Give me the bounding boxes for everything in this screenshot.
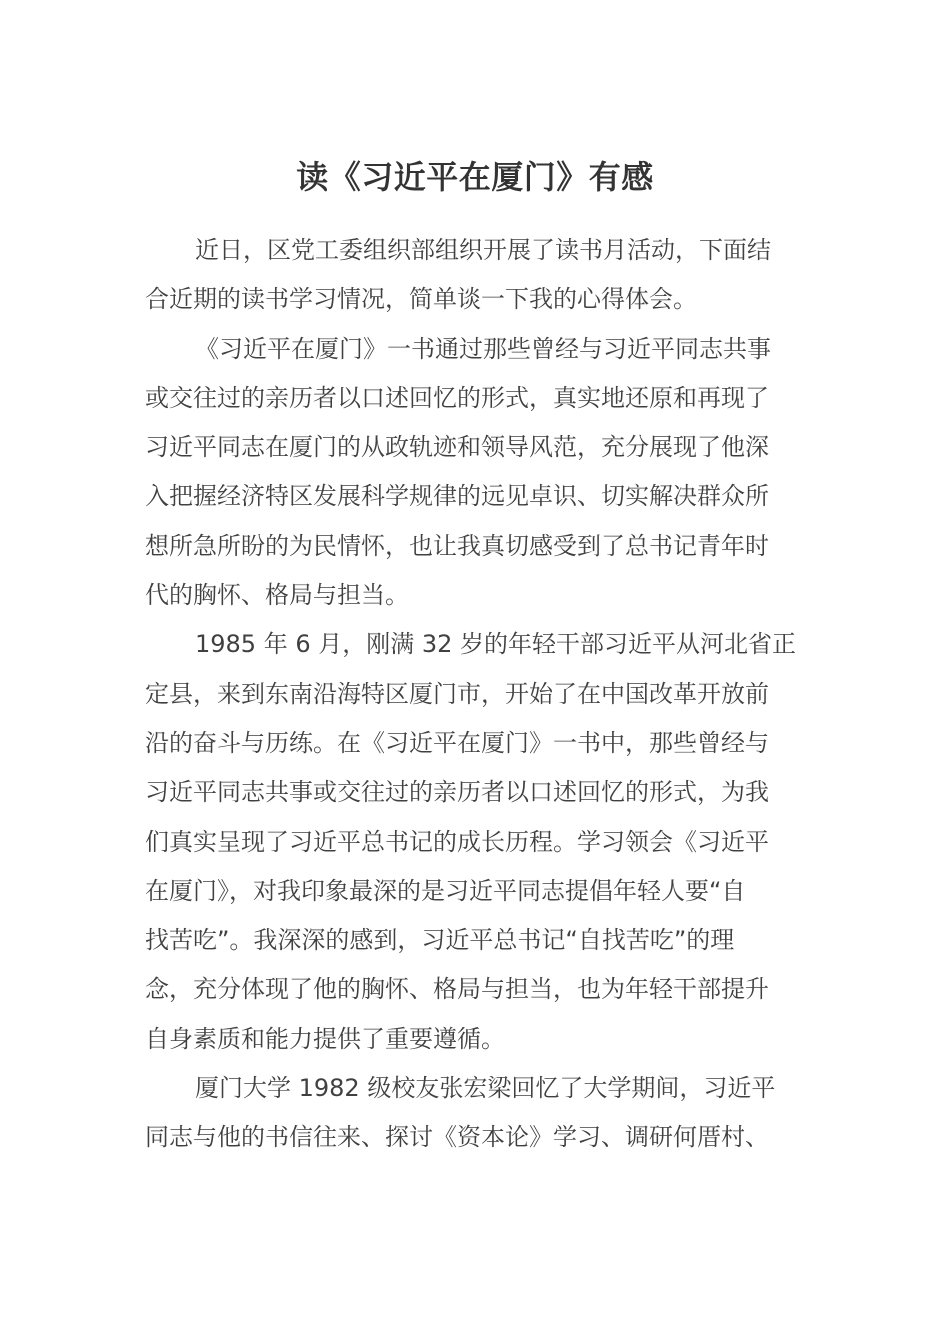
paragraph-3-line-3: 沿的奋斗与历练。在《习近平在厦门》一书中，那些曾经与 xyxy=(145,728,769,757)
paragraph-1-line-1: 近日，区党工委组织部组织开展了读书月活动，下面结 xyxy=(195,236,771,264)
paragraph-2-line-1: 《习近平在厦门》一书通过那些曾经与习近平同志共事 xyxy=(195,334,771,363)
paragraph-4-line-1: 厦门大学 1982 级校友张宏梁回忆了大学期间，习近平 xyxy=(195,1074,776,1103)
paragraph-3-line-5: 们真实呈现了习近平总书记的成长历程。学习领会《习近平 xyxy=(145,827,769,856)
paragraph-2-line-2: 或交往过的亲历者以口述回忆的形式，真实地还原和再现了 xyxy=(145,383,769,412)
paragraph-3-line-4: 习近平同志共事或交往过的亲历者以口述回忆的形式，为我 xyxy=(145,778,769,807)
paragraph-3-line-7: 找苦吃”。我深深的感到，习近平总书记“自找苦吃”的理 xyxy=(145,926,735,955)
document-body xyxy=(145,226,805,1163)
document-title: 读《习近平在厦门》有感 xyxy=(296,158,654,196)
paragraph-2-line-6: 代的胸怀、格局与担当。 xyxy=(145,581,409,610)
paragraph-3-line-1: 1985 年 6 月，刚满 32 岁的年轻干部习近平从河北省正 xyxy=(195,630,797,659)
paragraph-3-line-2: 定县，来到东南沿海特区厦门市，开始了在中国改革开放前 xyxy=(145,679,769,708)
paragraph-2-line-3: 习近平同志在厦门的从政轨迹和领导风范，充分展现了他深 xyxy=(145,433,769,462)
paragraph-3-line-8: 念，充分体现了他的胸怀、格局与担当，也为年轻干部提升 xyxy=(145,975,769,1004)
paragraph-2-line-4: 入把握经济特区发展科学规律的远见卓识、切实解决群众所 xyxy=(145,482,769,511)
paragraph-4-line-2: 同志与他的书信往来、探讨《资本论》学习、调研何厝村、 xyxy=(145,1123,769,1152)
paragraph-3-line-6: 在厦门》，对我印象最深的是习近平同志提倡年轻人要“自 xyxy=(145,876,746,905)
paragraph-2-line-5: 想所急所盼的为民情怀，也让我真切感受到了总书记青年时 xyxy=(145,531,769,560)
paragraph-1-line-2: 合近期的读书学习情况，简单谈一下我的心得体会。 xyxy=(145,285,697,314)
paragraph-3-line-9: 自身素质和能力提供了重要遵循。 xyxy=(145,1024,505,1053)
